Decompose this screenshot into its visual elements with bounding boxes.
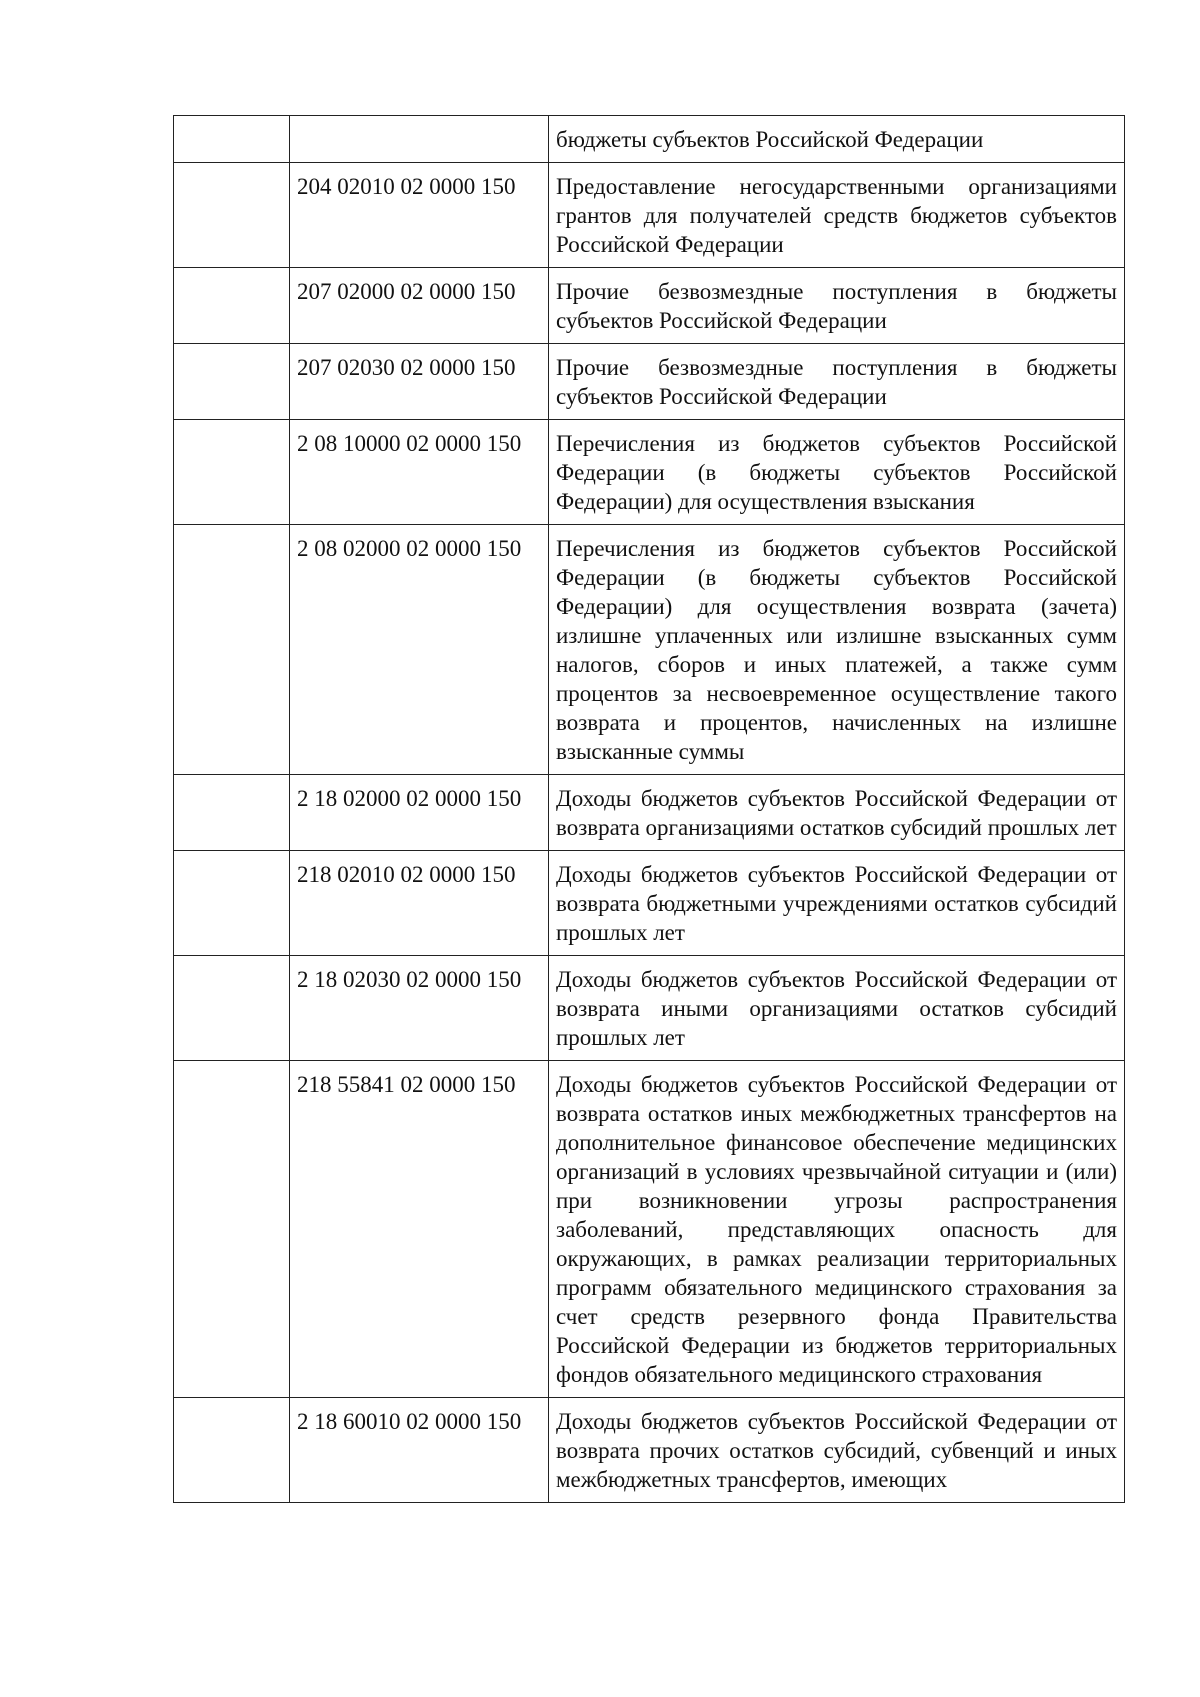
description-cell: Доходы бюджетов субъектов Российской Федерации от возврата прочих остатков субсидий, субвенций и иных межбюджетных трансфертов, имеющих <box>549 1398 1125 1503</box>
table-row <box>174 1398 1125 1503</box>
table-row <box>174 163 1125 268</box>
description-cell: Доходы бюджетов субъектов Российской Федерации от возврата остатков иных межбюджетных трансфертов на дополнительное финансовое обеспечение медицинских организаций в условиях чрезвычайной ситуации и (или) при возникновении угрозы распространения заболеваний, представляющих опасность для окружающих, в рамках реализации территориальных программ обязательного медицинского страхования за счет средств резервного фонда Правительства Российской Федерации из бюджетов территориальных фондов обязательного медицинского страхования <box>549 1061 1125 1398</box>
table-row <box>174 268 1125 344</box>
budget-code-cell <box>290 116 549 163</box>
budget-code-cell: 218 02010 02 0000 150 <box>290 851 549 956</box>
table-row <box>174 956 1125 1061</box>
blank-cell <box>174 851 290 956</box>
blank-cell <box>174 420 290 525</box>
description-cell: Прочие безвозмездные поступления в бюджеты субъектов Российской Федерации <box>549 268 1125 344</box>
budget-code-cell: 2 18 02030 02 0000 150 <box>290 956 549 1061</box>
description-cell: Доходы бюджетов субъектов Российской Федерации от возврата организациями остатков субсидий прошлых лет <box>549 775 1125 851</box>
budget-code-cell: 207 02000 02 0000 150 <box>290 268 549 344</box>
budget-code-cell: 204 02010 02 0000 150 <box>290 163 549 268</box>
budget-code-cell: 218 55841 02 0000 150 <box>290 1061 549 1398</box>
budget-code-cell: 207 02030 02 0000 150 <box>290 344 549 420</box>
budget-code-cell: 2 08 02000 02 0000 150 <box>290 525 549 775</box>
description-cell: Доходы бюджетов субъектов Российской Федерации от возврата иными организациями остатков субсидий прошлых лет <box>549 956 1125 1061</box>
table-row <box>174 525 1125 775</box>
description-cell: Перечисления из бюджетов субъектов Российской Федерации (в бюджеты субъектов Российской Федерации) для осуществления возврата (зачета) излишне уплаченных или излишне взысканных сумм налогов, сборов и иных платежей, а также сумм процентов за несвоевременное осуществление такого возврата и процентов, начисленных на излишне взысканные суммы <box>549 525 1125 775</box>
blank-cell <box>174 163 290 268</box>
blank-cell <box>174 268 290 344</box>
blank-cell <box>174 525 290 775</box>
blank-cell <box>174 1398 290 1503</box>
table-row <box>174 116 1125 163</box>
description-cell: Предоставление негосударственными организациями грантов для получателей средств бюджетов субъектов Российской Федерации <box>549 163 1125 268</box>
blank-cell <box>174 344 290 420</box>
description-cell: бюджеты субъектов Российской Федерации <box>549 116 1125 163</box>
table-row <box>174 344 1125 420</box>
budget-code-cell: 2 18 60010 02 0000 150 <box>290 1398 549 1503</box>
blank-cell <box>174 116 290 163</box>
table-row <box>174 775 1125 851</box>
table-row <box>174 420 1125 525</box>
description-cell: Доходы бюджетов субъектов Российской Федерации от возврата бюджетными учреждениями остатков субсидий прошлых лет <box>549 851 1125 956</box>
budget-code-cell: 2 18 02000 02 0000 150 <box>290 775 549 851</box>
description-cell: Прочие безвозмездные поступления в бюджеты субъектов Российской Федерации <box>549 344 1125 420</box>
table-row <box>174 1061 1125 1398</box>
description-cell: Перечисления из бюджетов субъектов Российской Федерации (в бюджеты субъектов Российской Федерации) для осуществления взыскания <box>549 420 1125 525</box>
blank-cell <box>174 775 290 851</box>
budget-codes-table <box>173 115 1125 1503</box>
budget-code-cell: 2 08 10000 02 0000 150 <box>290 420 549 525</box>
blank-cell <box>174 956 290 1061</box>
table-row <box>174 851 1125 956</box>
blank-cell <box>174 1061 290 1398</box>
